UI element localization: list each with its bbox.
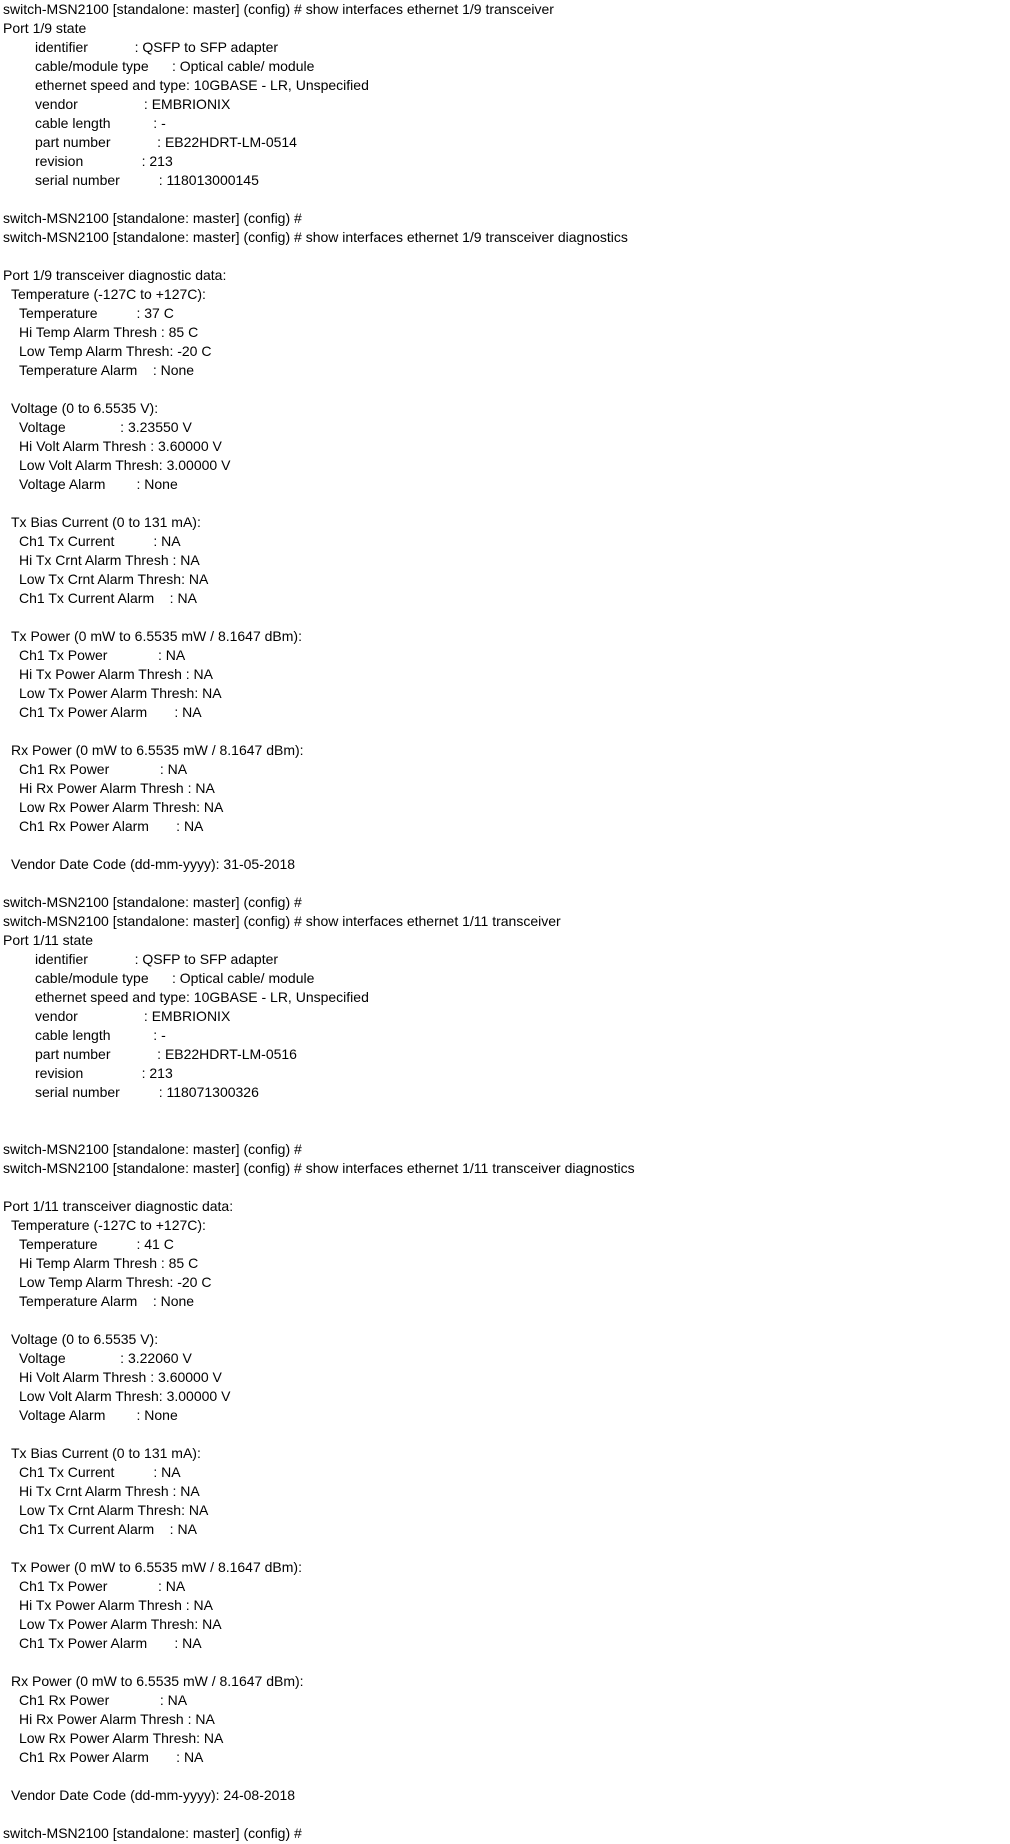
terminal-line: Ch1 Tx Current Alarm : NA xyxy=(19,1521,197,1537)
terminal-line: Hi Volt Alarm Thresh : 3.60000 V xyxy=(19,1369,222,1385)
terminal-line: Low Temp Alarm Thresh: -20 C xyxy=(19,343,212,359)
terminal-line: Rx Power (0 mW to 6.5535 mW / 8.1647 dBm): xyxy=(11,1673,304,1689)
terminal-output xyxy=(3,0,1003,1843)
terminal-line: Temperature Alarm : None xyxy=(19,362,195,378)
terminal-line: Temperature : 41 C xyxy=(19,1236,174,1252)
terminal-line: Hi Rx Power Alarm Thresh : NA xyxy=(19,780,215,796)
terminal-line xyxy=(3,1311,1003,1330)
terminal-line: revision : 213 xyxy=(35,1065,173,1081)
terminal-line xyxy=(3,874,1003,893)
terminal-line: ethernet speed and type: 10GBASE - LR, Unspecified xyxy=(35,77,369,93)
terminal-line: Voltage Alarm : None xyxy=(19,1407,178,1423)
terminal-line: switch-MSN2100 [standalone: master] (config) # show interfaces ethernet 1/9 transceiver xyxy=(3,1,554,17)
terminal-line: cable length : - xyxy=(35,115,166,131)
terminal-line: Ch1 Tx Power : NA xyxy=(19,1578,186,1594)
terminal-line: cable length : - xyxy=(35,1027,166,1043)
terminal-line xyxy=(3,1805,1003,1824)
terminal-line: vendor : EMBRIONIX xyxy=(35,1008,231,1024)
terminal-line: Ch1 Rx Power Alarm : NA xyxy=(19,818,204,834)
terminal-line: Hi Tx Power Alarm Thresh : NA xyxy=(19,1597,213,1613)
terminal-line: serial number : 118071300326 xyxy=(35,1084,259,1100)
terminal-line xyxy=(3,722,1003,741)
terminal-line xyxy=(3,1102,1003,1121)
terminal-line: Hi Temp Alarm Thresh : 85 C xyxy=(19,324,199,340)
terminal-line: Voltage Alarm : None xyxy=(19,476,178,492)
terminal-line xyxy=(3,1767,1003,1786)
terminal-line: Voltage (0 to 6.5535 V): xyxy=(11,400,159,416)
terminal-line xyxy=(3,608,1003,627)
terminal-line: Temperature : 37 C xyxy=(19,305,174,321)
terminal-line: Hi Temp Alarm Thresh : 85 C xyxy=(19,1255,199,1271)
terminal-line: vendor : EMBRIONIX xyxy=(35,96,231,112)
terminal-line: Hi Tx Crnt Alarm Thresh : NA xyxy=(19,552,200,568)
terminal-line xyxy=(3,1178,1003,1197)
terminal-line: Voltage : 3.22060 V xyxy=(19,1350,192,1366)
terminal-line: Port 1/11 transceiver diagnostic data: xyxy=(3,1198,234,1214)
terminal-line: ethernet speed and type: 10GBASE - LR, Unspecified xyxy=(35,989,369,1005)
terminal-line: Low Rx Power Alarm Thresh: NA xyxy=(19,1730,224,1746)
terminal-line: Voltage : 3.23550 V xyxy=(19,419,192,435)
terminal-line: Low Tx Power Alarm Thresh: NA xyxy=(19,1616,222,1632)
terminal-line: Port 1/11 state xyxy=(3,932,94,948)
terminal-line xyxy=(3,247,1003,266)
terminal-line: Low Tx Crnt Alarm Thresh: NA xyxy=(19,1502,209,1518)
terminal-line: cable/module type : Optical cable/ module xyxy=(35,970,315,986)
terminal-line: Temperature (-127C to +127C): xyxy=(11,1217,206,1233)
terminal-line xyxy=(3,1653,1003,1672)
terminal-line: Tx Power (0 mW to 6.5535 mW / 8.1647 dBm): xyxy=(11,1559,302,1575)
terminal-line: Low Rx Power Alarm Thresh: NA xyxy=(19,799,224,815)
terminal-line: Hi Volt Alarm Thresh : 3.60000 V xyxy=(19,438,222,454)
terminal-line: Low Volt Alarm Thresh: 3.00000 V xyxy=(19,1388,231,1404)
terminal-line: Voltage (0 to 6.5535 V): xyxy=(11,1331,159,1347)
terminal-line: Ch1 Tx Current Alarm : NA xyxy=(19,590,197,606)
terminal-line xyxy=(3,494,1003,513)
terminal-line: cable/module type : Optical cable/ module xyxy=(35,58,315,74)
terminal-line: Ch1 Tx Power : NA xyxy=(19,647,186,663)
terminal-line xyxy=(3,380,1003,399)
terminal-line: switch-MSN2100 [standalone: master] (config) # show interfaces ethernet 1/11 transceiver diagnostics xyxy=(3,1160,635,1176)
terminal-line: Rx Power (0 mW to 6.5535 mW / 8.1647 dBm): xyxy=(11,742,304,758)
terminal-line xyxy=(3,1121,1003,1140)
terminal-line: Ch1 Tx Power Alarm : NA xyxy=(19,1635,202,1651)
terminal-line: switch-MSN2100 [standalone: master] (config) # xyxy=(3,894,302,910)
terminal-line xyxy=(3,1539,1003,1558)
terminal-line: switch-MSN2100 [standalone: master] (config) # xyxy=(3,210,302,226)
terminal-line: revision : 213 xyxy=(35,153,173,169)
terminal-line: Port 1/9 state xyxy=(3,20,87,36)
terminal-line: Temperature (-127C to +127C): xyxy=(11,286,206,302)
terminal-line: Hi Tx Crnt Alarm Thresh : NA xyxy=(19,1483,200,1499)
terminal-line: identifier : QSFP to SFP adapter xyxy=(35,39,279,55)
terminal-line: Ch1 Tx Current : NA xyxy=(19,533,181,549)
terminal-line: switch-MSN2100 [standalone: master] (config) # show interfaces ethernet 1/11 transceiver xyxy=(3,913,561,929)
terminal-line: Ch1 Tx Power Alarm : NA xyxy=(19,704,202,720)
terminal-line: Tx Bias Current (0 to 131 mA): xyxy=(11,514,201,530)
terminal-line: Port 1/9 transceiver diagnostic data: xyxy=(3,267,227,283)
terminal-line: Low Tx Crnt Alarm Thresh: NA xyxy=(19,571,209,587)
terminal-line: Vendor Date Code (dd-mm-yyyy): 24-08-2018 xyxy=(11,1787,296,1803)
terminal-line: Ch1 Rx Power : NA xyxy=(19,1692,188,1708)
terminal-line: Tx Bias Current (0 to 131 mA): xyxy=(11,1445,201,1461)
terminal-line: Low Temp Alarm Thresh: -20 C xyxy=(19,1274,212,1290)
terminal-line: switch-MSN2100 [standalone: master] (config) # xyxy=(3,1825,302,1841)
terminal-line: Ch1 Rx Power Alarm : NA xyxy=(19,1749,204,1765)
terminal-line xyxy=(3,836,1003,855)
terminal-line: switch-MSN2100 [standalone: master] (config) # xyxy=(3,1141,302,1157)
terminal-line: switch-MSN2100 [standalone: master] (config) # show interfaces ethernet 1/9 transceiver diagnostics xyxy=(3,229,628,245)
terminal-line: Tx Power (0 mW to 6.5535 mW / 8.1647 dBm): xyxy=(11,628,302,644)
terminal-line: Low Volt Alarm Thresh: 3.00000 V xyxy=(19,457,231,473)
terminal-line: Hi Rx Power Alarm Thresh : NA xyxy=(19,1711,215,1727)
terminal-line: serial number : 118013000145 xyxy=(35,172,259,188)
terminal-line: part number : EB22HDRT-LM-0516 xyxy=(35,1046,297,1062)
terminal-line: Hi Tx Power Alarm Thresh : NA xyxy=(19,666,213,682)
terminal-line: part number : EB22HDRT-LM-0514 xyxy=(35,134,297,150)
terminal-line: Low Tx Power Alarm Thresh: NA xyxy=(19,685,222,701)
terminal-line: Vendor Date Code (dd-mm-yyyy): 31-05-2018 xyxy=(11,856,296,872)
terminal-line xyxy=(3,190,1003,209)
terminal-line: Ch1 Tx Current : NA xyxy=(19,1464,181,1480)
terminal-line: identifier : QSFP to SFP adapter xyxy=(35,951,279,967)
terminal-line: Temperature Alarm : None xyxy=(19,1293,195,1309)
terminal-line xyxy=(3,1425,1003,1444)
terminal-line: Ch1 Rx Power : NA xyxy=(19,761,188,777)
